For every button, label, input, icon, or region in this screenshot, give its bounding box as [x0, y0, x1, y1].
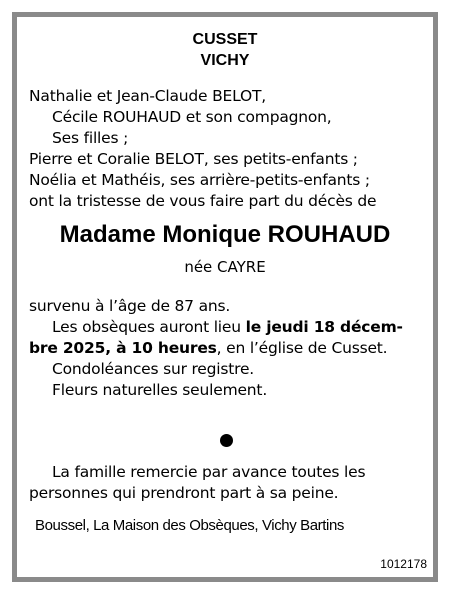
- obituary-notice: [12, 12, 438, 582]
- bullet-separator: [220, 434, 233, 447]
- family-line: Pierre et Coralie BELOT, ses petits-enfants ;: [29, 150, 358, 168]
- family-line: Ses filles ;: [52, 129, 129, 147]
- flowers-line: Fleurs naturelles seulement.: [52, 381, 268, 399]
- family-line: Noélia et Mathéis, ses arrière-petits-enfants ;: [29, 171, 370, 189]
- family-line: ont la tristesse de vous faire part du décès de: [29, 192, 377, 210]
- funeral-home: Boussel, La Maison des Obsèques, Vichy Bartins: [35, 517, 345, 534]
- thanks-line: personnes qui prendront part à sa peine.: [29, 484, 339, 502]
- deceased-name: Madame Monique ROUHAUD: [59, 221, 391, 248]
- funeral-line-1: Les obsèques auront lieu le jeudi 18 décem-: [52, 318, 403, 336]
- thanks-line: La famille remercie par avance toutes les: [52, 463, 366, 481]
- age-line: survenu à l’âge de 87 ans.: [29, 297, 231, 315]
- family-line: Nathalie et Jean-Claude BELOT,: [29, 87, 266, 105]
- city-vichy: VICHY: [200, 52, 250, 69]
- condolences-line: Condoléances sur registre.: [52, 360, 255, 378]
- reference-number: 1012178: [380, 557, 427, 571]
- city-cusset: CUSSET: [192, 31, 258, 48]
- funeral-line-2: bre 2025, à 10 heures, en l’église de Cusset.: [29, 339, 388, 357]
- maiden-name: née CAYRE: [184, 258, 266, 276]
- family-line: Cécile ROUHAUD et son compagnon,: [52, 108, 332, 126]
